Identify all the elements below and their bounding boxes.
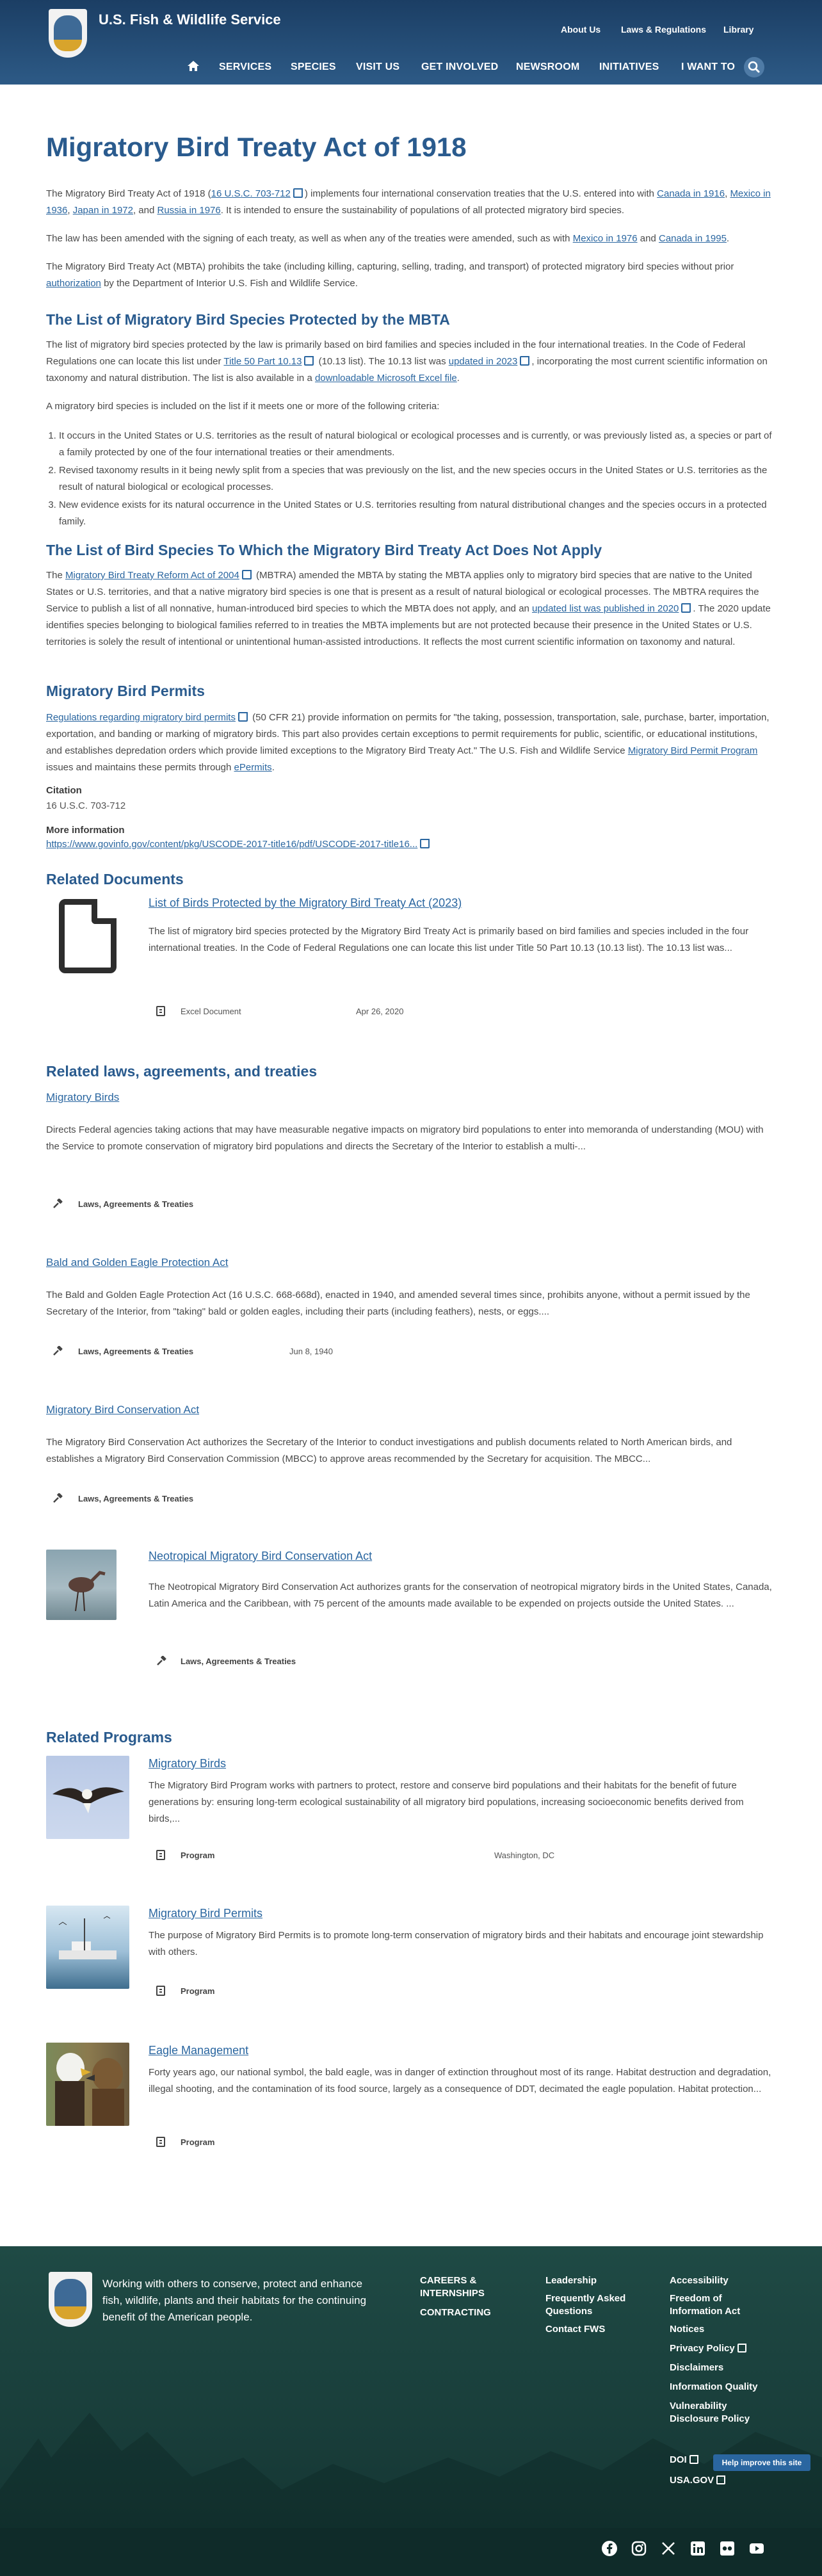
law-tag: Laws, Agreements & Treaties bbox=[78, 1199, 194, 1209]
youtube-icon[interactable] bbox=[748, 2540, 766, 2557]
program-title-link[interactable]: Migratory Birds bbox=[149, 1757, 227, 1770]
footer-careers-link[interactable]: CAREERS & INTERNSHIPS bbox=[420, 2275, 485, 2299]
external-link-icon bbox=[737, 2344, 746, 2353]
law-body: Directs Federal agencies taking actions that may have measurable negative impacts on migratory bird populations to enter into memoranda of understanding (MOU) with the Service to promote conservation of migratory bird populations and directs the Secretary of the Interior to establish a multi-... bbox=[46, 1124, 764, 1152]
program-location: Washington, DC bbox=[494, 1851, 555, 1860]
footer-privacy-link[interactable]: Privacy Policy bbox=[670, 2343, 735, 2354]
eagles-photo bbox=[46, 2043, 129, 2126]
footer-doi-row bbox=[670, 2454, 700, 2467]
criteria-intro: A migratory bird species is included on the list if it meets one or more of the following criteria: bbox=[46, 401, 440, 412]
law-date: Jun 8, 1940 bbox=[289, 1347, 333, 1356]
usc-link[interactable]: 16 U.S.C. 703-712 bbox=[211, 188, 291, 199]
footer-fws-logo[interactable] bbox=[49, 2272, 92, 2327]
prohibits-paragraph: The Migratory Bird Treaty Act (MBTA) prohibits the take (including killing, capturing, selling, trading, and transport) of protected migratory bird species without prior authorization by the Department of Interior U.S. Fish and Wildlife Service. bbox=[46, 261, 734, 289]
permit-program-link[interactable]: Migratory Bird Permit Program bbox=[627, 745, 758, 756]
doc-title-link[interactable]: List of Birds Protected by the Migratory Bird Treaty Act (2023) bbox=[149, 896, 462, 909]
external-link-icon bbox=[689, 2455, 698, 2464]
footer-faq-link[interactable]: Frequently Asked Questions bbox=[545, 2293, 626, 2317]
external-link-icon bbox=[716, 2475, 725, 2484]
footer-usagov-link[interactable]: USA.GOV bbox=[670, 2475, 714, 2486]
external-link-icon bbox=[238, 712, 248, 722]
law-tag: Laws, Agreements & Treaties bbox=[78, 1494, 194, 1503]
amended-paragraph: The law has been amended with the signing of each treaty, as well as when any of the treaties were amended, such as with Mexico in 1976 and Canada in 1995. bbox=[46, 233, 730, 244]
footer-usagov-row bbox=[670, 2474, 727, 2487]
list-paragraph: The list of migratory bird species protected by the law is primarily based on bird families and species included in the four international treaties. In the Code of Federal Regulations one can locate this list under Title 50 Part 10.13 (10.13 list). The 10.13 list was updated in 2023 , incorporating the most current scientific information on taxonomy and natural distribution. The list is also available in a downloadable Microsoft Excel file. bbox=[46, 339, 768, 384]
criteria-item: 3. New evidence exists for its natural occurrence in the United States or U.S. territories resulting from natural distributional changes and the species occurs in a protected family. bbox=[59, 497, 773, 530]
criteria-item: 1. It occurs in the United States or U.S. territories as the result of natural biological or ecological processes and is currently, or was previously listed as, a species or part of a family protected by one of the four international treaties or their amendments. bbox=[59, 428, 773, 461]
gavel-icon bbox=[156, 1656, 168, 1666]
program-body: Forty years ago, our national symbol, the bald eagle, was in danger of extinction throughout most of its range. Habitat destruction and degradation, illegal shooting, and the contamination of its food source, largely as a consequence of DDT, decimated the eagle population. Habitat protection... bbox=[149, 2067, 771, 2094]
external-link-icon bbox=[242, 570, 252, 579]
nav-about-us[interactable]: About Us bbox=[561, 24, 601, 35]
law-tag: Laws, Agreements & Treaties bbox=[181, 1657, 296, 1666]
external-link-icon bbox=[420, 839, 430, 848]
search-button[interactable] bbox=[744, 57, 764, 77]
title-50-link[interactable]: Title 50 Part 10.13 bbox=[223, 356, 302, 367]
excel-file-link[interactable]: downloadable Microsoft Excel file bbox=[314, 373, 457, 384]
linkedin-icon[interactable] bbox=[689, 2540, 707, 2557]
program-icon bbox=[156, 2137, 165, 2147]
gavel-icon bbox=[52, 1199, 64, 1209]
footer-contracting-link[interactable]: CONTRACTING bbox=[420, 2307, 491, 2318]
facebook-icon[interactable] bbox=[600, 2540, 618, 2557]
doc-type: Excel Document bbox=[181, 1007, 241, 1016]
footer-privacy-row bbox=[670, 2342, 748, 2355]
program-icon bbox=[156, 1986, 165, 1996]
updated-list-2020-link[interactable]: updated list was published in 2020 bbox=[532, 603, 679, 614]
canada-1916-link[interactable]: Canada in 1916 bbox=[657, 188, 725, 199]
help-improve-button[interactable]: Help improve this site bbox=[713, 2454, 810, 2471]
heron-photo bbox=[46, 1550, 117, 1620]
nav-services[interactable]: SERVICES bbox=[219, 61, 272, 72]
program-title-link[interactable]: Eagle Management bbox=[149, 2044, 249, 2057]
authorization-link[interactable]: authorization bbox=[46, 278, 101, 289]
law-title-link[interactable]: Bald and Golden Eagle Protection Act bbox=[46, 1256, 229, 1268]
x-icon[interactable] bbox=[659, 2540, 677, 2557]
footer-vdp-link[interactable]: Vulnerability Disclosure Policy bbox=[670, 2401, 750, 2424]
program-body: The Migratory Bird Program works with partners to protect, restore and conserve bird populations and their habitats for the benefit of future generations by: ensuring long-term ecological sustainability of all migratory bird populations, increasing socioeconomic benefits derived from birds,... bbox=[149, 1780, 744, 1824]
footer-doi-link[interactable]: DOI bbox=[670, 2454, 687, 2465]
law-body: The Bald and Golden Eagle Protection Act (16 U.S.C. 668-668d), enacted in 1940, and amended several times since, prohibits anyone, without a permit issued by the Secretary of the Interior, from "taking" bald or golden eagles, including their parts (including feathers), nests, or eggs.... bbox=[46, 1290, 750, 1317]
doc-date: Apr 26, 2020 bbox=[356, 1007, 404, 1016]
law-body: The Neotropical Migratory Bird Conservation Act authorizes grants for the conservation of neotropical migratory birds in the United States, Canada, Latin America and the Caribbean, with 75 percent of the amounts made available to be expended on projects outside the United States. ... bbox=[149, 1582, 772, 1609]
related-laws-heading: Related laws, agreements, and treaties bbox=[46, 1063, 318, 1080]
external-link-icon bbox=[681, 603, 691, 613]
document-icon bbox=[59, 899, 117, 973]
law-title-link[interactable]: Neotropical Migratory Bird Conservation Act bbox=[149, 1550, 373, 1562]
not-apply-paragraph: The Migratory Bird Treaty Reform Act of 2004 (MBTRA) amended the MBTA by stating the MBTA applies only to migratory bird species that are native to the United States or U.S. territories, and that a native migratory bird species is one that is present as a result of natural biological or ecological processes. The MBTRA requires the Service to publish a list of all nonnative, human-introduced bird species to which the MBTA does not apply, and an updated list was published in 2020 . The 2020 update identifies species belonging to biological families referred to in treaties the MBTA implements but are not protected because their presence in the United States or U.S. territories is solely the result of intentional or unintentional human-assisted introductions. It reflects the most current scientific information on taxonomy and natural. bbox=[46, 570, 771, 647]
intro-paragraph: The Migratory Bird Treaty Act of 1918 (16 U.S.C. 703-712 ) implements four international conservation treaties that the U.S. entered into with Canada in 1916, Mexico in 1936, Japan in 1972, and Russia in 1976. It is intended to ensure the sustainability of populations of all protected migratory bird species. bbox=[46, 188, 771, 216]
nav-species[interactable]: SPECIES bbox=[291, 61, 336, 72]
program-title-link[interactable]: Migratory Bird Permits bbox=[149, 1907, 263, 1920]
related-documents-heading: Related Documents bbox=[46, 871, 184, 887]
external-link-icon bbox=[293, 188, 303, 198]
footer-notices-link[interactable]: Notices bbox=[670, 2324, 705, 2335]
citation-label: Citation bbox=[46, 785, 82, 796]
permit-regulations-link[interactable]: Regulations regarding migratory bird permits bbox=[46, 712, 236, 723]
footer-accessibility-link[interactable]: Accessibility bbox=[670, 2275, 729, 2286]
program-tag: Program bbox=[181, 2137, 215, 2147]
doc-body: The list of migratory bird species protected by the Migratory Bird Treaty Act is primarily based on bird families and species included in the four international treaties. In the Code of Federal Regulations one can locate this list under Title 50 Part 10.13 (10.13 list). The 10.13 list was... bbox=[149, 926, 749, 953]
updated-2023-link[interactable]: updated in 2023 bbox=[448, 356, 518, 367]
eagle-flight-photo bbox=[46, 1756, 129, 1839]
not-apply-heading: The List of Bird Species To Which the Migratory Bird Treaty Act Does Not Apply bbox=[46, 542, 602, 558]
nav-library[interactable]: Library bbox=[723, 24, 754, 35]
more-info-label: More information bbox=[46, 825, 125, 836]
law-tag: Laws, Agreements & Treaties bbox=[78, 1347, 194, 1356]
citation-value: 16 U.S.C. 703-712 bbox=[46, 800, 126, 811]
file-icon bbox=[156, 1006, 165, 1016]
footer-mission: Working with others to conserve, protect and enhance fish, wildlife, plants and their habitats for the continuing benefit of the American people. bbox=[102, 2278, 367, 2323]
search-icon bbox=[744, 57, 764, 77]
list-heading: The List of Migratory Bird Species Protected by the MBTA bbox=[46, 311, 450, 328]
nav-i-want-to[interactable]: I WANT TO bbox=[681, 61, 736, 72]
nav-visit-us[interactable]: VISIT US bbox=[356, 61, 400, 72]
external-link-icon bbox=[520, 356, 529, 366]
footer-leadership-link[interactable]: Leadership bbox=[545, 2275, 597, 2286]
permits-paragraph: Regulations regarding migratory bird permits (50 CFR 21) provide information on permits for "the taking, possession, transportation, sale, purchase, barter, importation, exportation, and banding or marking of migratory birds. This part also provides certain exceptions to permit requirements for public, scientific, or educational institutions, and establishes depredation orders which provide limited exceptions to the Migratory Bird Treaty Act." The U.S. Fish and Wildlife Service Migratory Bird Permit Program issues and maintains these permits through ePermits. bbox=[46, 712, 770, 773]
reform-act-link[interactable]: Migratory Bird Treaty Reform Act of 2004 bbox=[65, 570, 239, 581]
nav-laws-regulations[interactable]: Laws & Regulations bbox=[621, 24, 707, 35]
program-tag: Program bbox=[181, 1851, 215, 1860]
japan-1972-link[interactable]: Japan in 1972 bbox=[72, 205, 133, 216]
permits-heading: Migratory Bird Permits bbox=[46, 683, 205, 699]
gavel-icon bbox=[52, 1493, 64, 1503]
mexico-1976-link[interactable]: Mexico in 1976 bbox=[572, 233, 638, 244]
footer-disclaimers-link[interactable]: Disclaimers bbox=[670, 2362, 724, 2373]
harbor-photo bbox=[46, 1906, 129, 1989]
criteria-item: 2. Revised taxonomy results in it being newly split from a species that was previously on the list, and the new species occurs in the United States or U.S. territories as the result of natural biological or ecological processes. bbox=[59, 462, 773, 496]
home-icon[interactable] bbox=[188, 61, 199, 71]
page-title: Migratory Bird Treaty Act of 1918 bbox=[46, 132, 467, 162]
russia-1976-link[interactable]: Russia in 1976 bbox=[157, 205, 221, 216]
instagram-icon[interactable] bbox=[630, 2540, 648, 2557]
program-body: The purpose of Migratory Bird Permits is to promote long-term conservation of migratory birds and their habitats and encourage joint stewardship with others. bbox=[149, 1930, 764, 1957]
law-body: The Migratory Bird Conservation Act authorizes the Secretary of the Interior to conduct investigations and publish documents related to North American birds, and establishes a Migratory Bird Conservation Commission (MBCC) to approve areas recommended by the Secretary for acquisition. The MBCC... bbox=[46, 1437, 732, 1464]
nav-get-involved[interactable]: GET INVOLVED bbox=[421, 61, 499, 72]
flickr-icon[interactable] bbox=[718, 2540, 736, 2557]
more-info-link[interactable]: https://www.govinfo.gov/content/pkg/USCODE-2017-title16/pdf/USCODE-2017-title16... bbox=[46, 839, 418, 850]
footer-foia-link[interactable]: Freedom of Information Act bbox=[670, 2293, 741, 2317]
law-title-link[interactable]: Migratory Bird Conservation Act bbox=[46, 1404, 200, 1416]
fws-logo[interactable] bbox=[49, 9, 87, 58]
nav-newsroom[interactable]: NEWSROOM bbox=[516, 61, 580, 72]
related-programs-heading: Related Programs bbox=[46, 1729, 172, 1746]
site-name[interactable]: U.S. Fish & Wildlife Service bbox=[99, 12, 281, 28]
epermits-link[interactable]: ePermits bbox=[234, 762, 272, 773]
criteria-list bbox=[46, 428, 773, 531]
footer-info-quality-link[interactable]: Information Quality bbox=[670, 2381, 758, 2392]
program-icon bbox=[156, 1850, 165, 1860]
program-tag: Program bbox=[181, 1986, 215, 1996]
more-info-row bbox=[46, 839, 431, 850]
mexico-1936-link[interactable]: Mexico in 1936 bbox=[46, 188, 771, 216]
footer-contact-link[interactable]: Contact FWS bbox=[545, 2324, 606, 2335]
law-title-link[interactable]: Migratory Birds bbox=[46, 1091, 120, 1103]
gavel-icon bbox=[52, 1346, 64, 1356]
nav-initiatives[interactable]: INITIATIVES bbox=[599, 61, 659, 72]
canada-1995-link[interactable]: Canada in 1995 bbox=[658, 233, 727, 244]
external-link-icon bbox=[304, 356, 314, 366]
